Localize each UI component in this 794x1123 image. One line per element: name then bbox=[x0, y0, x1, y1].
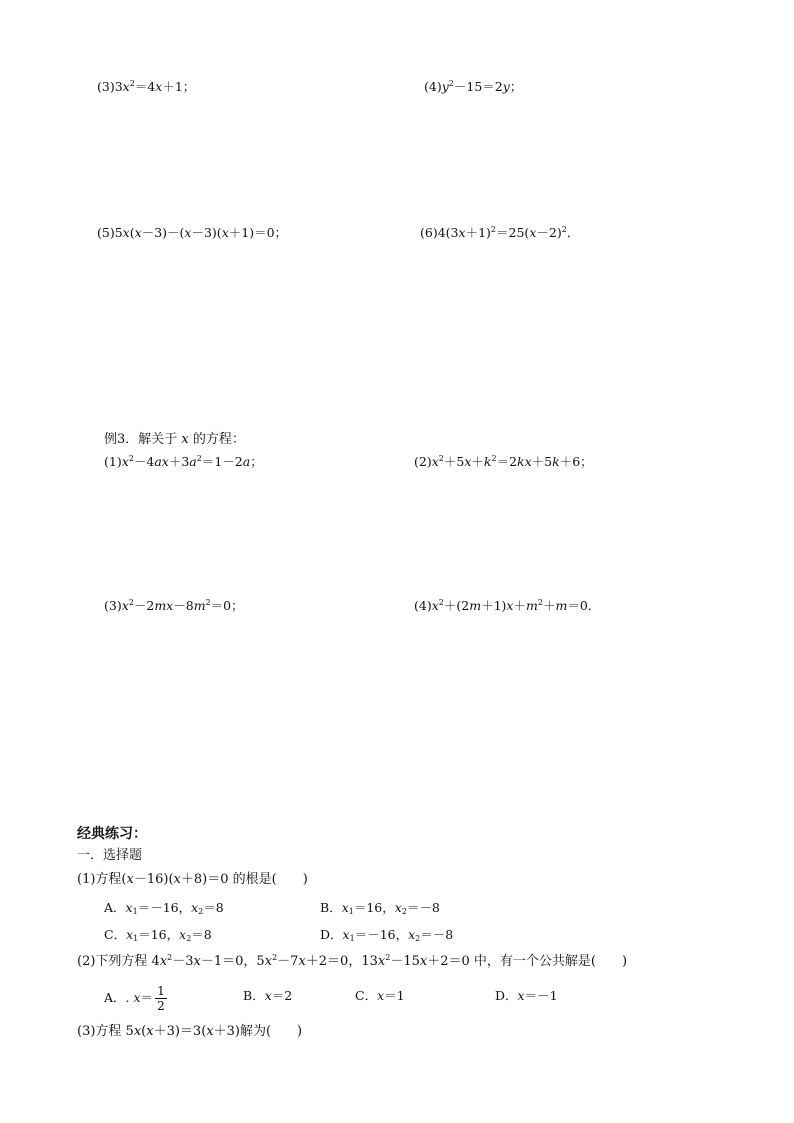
q2-option-d: D．x＝－1 bbox=[495, 988, 558, 1003]
equation: $x^2-2mx-8m^2=0$； bbox=[121, 598, 244, 613]
q2-option-b: B．x＝2 bbox=[243, 988, 293, 1003]
problem-5 bbox=[97, 225, 287, 241]
example-3-problem-3 bbox=[104, 598, 244, 614]
problem-label: (3) bbox=[104, 598, 122, 613]
problem-4 bbox=[424, 79, 522, 95]
equation: $x^2-4ax+3a^2=1-2a$； bbox=[121, 454, 263, 469]
equation: $x^2+(2m+1)x+m^2+m=0$． bbox=[431, 598, 601, 613]
fraction-denominator: 2 bbox=[157, 998, 165, 1013]
problem-3 bbox=[97, 79, 195, 95]
example-3-problem-1 bbox=[104, 454, 263, 470]
q1-option-d: D．$x_1=-16$，$x_2=-8$ bbox=[320, 927, 454, 943]
problem-label: (6) bbox=[420, 225, 438, 240]
practice-heading: 经典练习： bbox=[77, 826, 147, 842]
equation: $x^2+5x+k^2=2kx+5k+6$； bbox=[431, 454, 593, 469]
question-2: (2)下列方程 $4x^2-3x-1=0$，$5x^2-7x+2=0$，$13x^2-15x+2=0$ 中，有一个公共解是( ) bbox=[77, 953, 628, 969]
problem-label: (4) bbox=[424, 79, 442, 94]
q2-option-c: C．x＝1 bbox=[355, 988, 405, 1003]
option-prefix: A．. x＝ bbox=[104, 990, 154, 1005]
problem-label: (4) bbox=[414, 598, 432, 613]
problem-label: (5) bbox=[97, 225, 115, 240]
problem-label: (1) bbox=[104, 454, 122, 469]
equation: $y^2-15=2y$； bbox=[441, 79, 523, 94]
example-3-problem-4 bbox=[414, 598, 600, 614]
equation: 5x(x－3)－(x－3)(x＋1)＝0； bbox=[114, 225, 288, 240]
q1-option-a: A．$x_1=-16$，$x_2=8$ bbox=[104, 900, 224, 916]
q1-option-c: C．$x_1=16$，$x_2=8$ bbox=[104, 927, 212, 943]
problem-6 bbox=[420, 225, 579, 241]
example-3-problem-2 bbox=[414, 454, 593, 470]
section-title: 一．选择题 bbox=[77, 848, 143, 863]
q2-option-a bbox=[104, 980, 169, 1016]
question-1: (1)方程(x－16)(x＋8)＝0 的根是( ) bbox=[77, 872, 308, 887]
problem-label: (2) bbox=[414, 454, 432, 469]
fraction-numerator: 1 bbox=[157, 983, 165, 998]
equation: $4(3x+1)^2=25(x-2)^2$． bbox=[437, 225, 580, 240]
question-3: (3)方程 5x(x＋3)＝3(x＋3)解为( ) bbox=[77, 1024, 303, 1039]
fraction bbox=[155, 984, 167, 1013]
problem-label: (3) bbox=[97, 79, 115, 94]
equation: $3x^2=4x+1$； bbox=[114, 79, 196, 94]
q1-option-b: B．$x_1=16$，$x_2=-8$ bbox=[320, 900, 440, 916]
example-3-title: 例3．解关于 x 的方程： bbox=[104, 432, 245, 447]
